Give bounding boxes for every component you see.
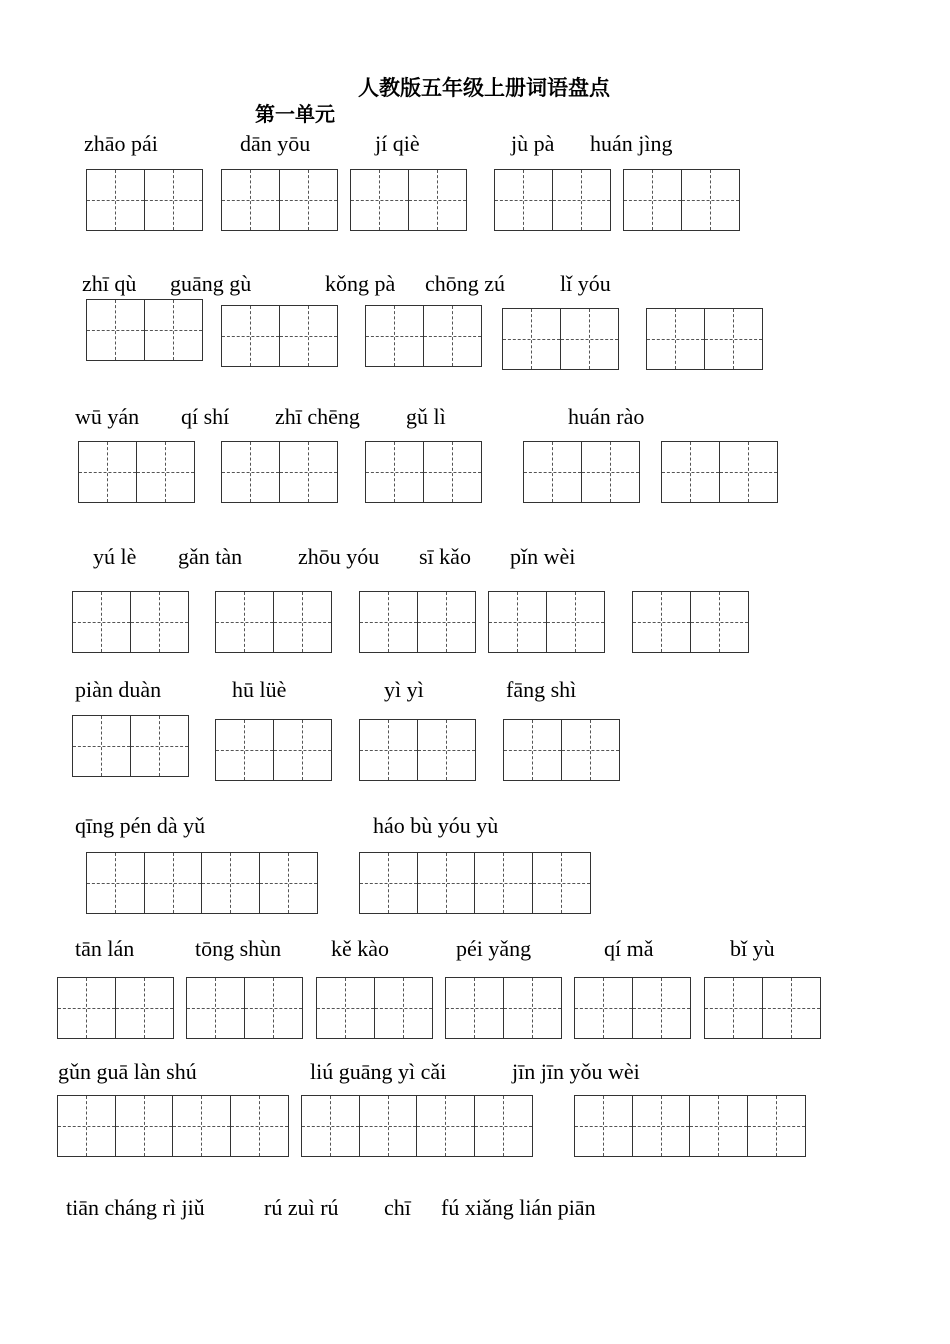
grid-cell[interactable] bbox=[145, 170, 203, 230]
pinyin-label: qí mǎ bbox=[604, 936, 654, 961]
grid-cell[interactable] bbox=[245, 978, 303, 1038]
grid-cell[interactable] bbox=[87, 853, 145, 913]
writing-grid[interactable] bbox=[72, 591, 189, 653]
grid-cell[interactable] bbox=[58, 978, 116, 1038]
pinyin-label: bǐ yù bbox=[730, 936, 775, 961]
grid-cell[interactable] bbox=[73, 716, 131, 776]
writing-grid[interactable] bbox=[221, 305, 338, 367]
grid-cell[interactable] bbox=[351, 170, 409, 230]
grid-cell[interactable] bbox=[360, 853, 418, 913]
grid-cell[interactable] bbox=[424, 442, 482, 502]
grid-cell[interactable] bbox=[489, 592, 547, 652]
grid-cell[interactable] bbox=[360, 592, 418, 652]
grid-cell[interactable] bbox=[116, 978, 174, 1038]
grid-cell[interactable] bbox=[79, 442, 137, 502]
pinyin-label: kě kào bbox=[331, 936, 390, 961]
writing-grid[interactable] bbox=[574, 977, 691, 1039]
pinyin-label: dān yōu bbox=[240, 131, 311, 156]
grid-cell[interactable] bbox=[173, 1096, 231, 1156]
grid-cell[interactable] bbox=[145, 300, 203, 360]
writing-grid[interactable] bbox=[86, 852, 318, 914]
writing-grid[interactable] bbox=[359, 591, 476, 653]
grid-cell[interactable] bbox=[280, 306, 338, 366]
grid-cell[interactable] bbox=[360, 720, 418, 780]
writing-grid[interactable] bbox=[57, 1095, 289, 1157]
grid-cell[interactable] bbox=[216, 720, 274, 780]
grid-cell[interactable] bbox=[231, 1096, 289, 1156]
grid-cell[interactable] bbox=[280, 170, 338, 230]
pinyin-label: kǒng pà bbox=[325, 271, 396, 296]
writing-grid[interactable] bbox=[359, 719, 476, 781]
pinyin-label: piàn duàn bbox=[75, 677, 162, 702]
grid-cell[interactable] bbox=[187, 978, 245, 1038]
grid-cell[interactable] bbox=[495, 170, 553, 230]
pinyin-label: chōng zú bbox=[425, 271, 506, 296]
grid-cell[interactable] bbox=[475, 853, 533, 913]
grid-cell[interactable] bbox=[633, 592, 691, 652]
grid-cell[interactable] bbox=[366, 442, 424, 502]
writing-grid[interactable] bbox=[365, 441, 482, 503]
pinyin-label: gǔn guā làn shú bbox=[58, 1059, 197, 1084]
writing-grid[interactable] bbox=[574, 1095, 806, 1157]
page-title: 人教版五年级上册词语盘点 bbox=[358, 76, 610, 100]
pinyin-label: fāng shì bbox=[506, 677, 577, 702]
grid-cell[interactable] bbox=[317, 978, 375, 1038]
pinyin-label: huán jìng bbox=[590, 131, 673, 156]
pinyin-label: tān lán bbox=[75, 936, 135, 961]
grid-cell[interactable] bbox=[705, 309, 763, 369]
unit-heading: 第一单元 bbox=[255, 104, 335, 126]
pinyin-label: liú guāng yì cǎi bbox=[310, 1059, 447, 1084]
pinyin-label: chī bbox=[384, 1195, 411, 1220]
pinyin-label: jīn jīn yǒu wèi bbox=[512, 1059, 640, 1084]
writing-grid[interactable] bbox=[502, 308, 619, 370]
writing-grid[interactable] bbox=[488, 591, 605, 653]
grid-cell[interactable] bbox=[633, 978, 691, 1038]
grid-cell[interactable] bbox=[682, 170, 740, 230]
grid-cell[interactable] bbox=[562, 720, 620, 780]
grid-cell[interactable] bbox=[690, 1096, 748, 1156]
grid-cell[interactable] bbox=[624, 170, 682, 230]
pinyin-label: fú xiǎng lián piān bbox=[441, 1195, 596, 1220]
writing-grid[interactable] bbox=[365, 305, 482, 367]
pinyin-label: jí qiè bbox=[375, 131, 420, 156]
grid-cell[interactable] bbox=[533, 853, 591, 913]
grid-cell[interactable] bbox=[87, 170, 145, 230]
writing-grid[interactable] bbox=[704, 977, 821, 1039]
writing-grid[interactable] bbox=[316, 977, 433, 1039]
writing-grid[interactable] bbox=[646, 308, 763, 370]
pinyin-label: zhāo pái bbox=[84, 131, 158, 156]
writing-grid[interactable] bbox=[301, 1095, 533, 1157]
grid-cell[interactable] bbox=[561, 309, 619, 369]
pinyin-label: yì yì bbox=[384, 677, 424, 702]
grid-cell[interactable] bbox=[475, 1096, 533, 1156]
writing-grid[interactable] bbox=[215, 719, 332, 781]
grid-cell[interactable] bbox=[366, 306, 424, 366]
grid-cell[interactable] bbox=[748, 1096, 806, 1156]
writing-grid[interactable] bbox=[359, 852, 591, 914]
grid-cell[interactable] bbox=[418, 720, 476, 780]
writing-grid[interactable] bbox=[494, 169, 611, 231]
pinyin-label: zhī qù bbox=[82, 271, 137, 296]
pinyin-label: rú zuì rú bbox=[264, 1195, 339, 1220]
grid-cell[interactable] bbox=[409, 170, 467, 230]
writing-grid[interactable] bbox=[350, 169, 467, 231]
pinyin-label: wū yán bbox=[75, 404, 140, 429]
pinyin-label: qīng pén dà yǔ bbox=[75, 813, 206, 838]
grid-cell[interactable] bbox=[418, 853, 476, 913]
grid-cell[interactable] bbox=[58, 1096, 116, 1156]
grid-cell[interactable] bbox=[720, 442, 778, 502]
writing-grid[interactable] bbox=[215, 591, 332, 653]
pinyin-label: tiān cháng rì jiǔ bbox=[66, 1195, 205, 1220]
grid-cell[interactable] bbox=[360, 1096, 418, 1156]
grid-cell[interactable] bbox=[145, 853, 203, 913]
grid-cell[interactable] bbox=[222, 170, 280, 230]
pinyin-label: guāng gù bbox=[170, 271, 252, 296]
writing-grid[interactable] bbox=[445, 977, 562, 1039]
grid-cell[interactable] bbox=[73, 592, 131, 652]
pinyin-label: qí shí bbox=[181, 404, 230, 429]
grid-cell[interactable] bbox=[418, 592, 476, 652]
pinyin-label: zhōu yóu bbox=[298, 544, 380, 569]
grid-cell[interactable] bbox=[504, 720, 562, 780]
grid-cell[interactable] bbox=[417, 1096, 475, 1156]
pinyin-label: zhī chēng bbox=[275, 404, 360, 429]
writing-grid[interactable] bbox=[661, 441, 778, 503]
grid-cell[interactable] bbox=[131, 716, 189, 776]
grid-cell[interactable] bbox=[202, 853, 260, 913]
writing-grid[interactable] bbox=[86, 299, 203, 361]
pinyin-label: hū lüè bbox=[232, 677, 287, 702]
grid-cell[interactable] bbox=[763, 978, 821, 1038]
pinyin-label: jù pà bbox=[511, 131, 555, 156]
grid-cell[interactable] bbox=[216, 592, 274, 652]
grid-cell[interactable] bbox=[424, 306, 482, 366]
grid-cell[interactable] bbox=[302, 1096, 360, 1156]
writing-grid[interactable] bbox=[186, 977, 303, 1039]
grid-cell[interactable] bbox=[280, 442, 338, 502]
pinyin-label: yú lè bbox=[93, 544, 137, 569]
pinyin-label: sī kǎo bbox=[419, 544, 471, 569]
pinyin-label: huán rào bbox=[568, 404, 645, 429]
grid-cell[interactable] bbox=[131, 592, 189, 652]
grid-cell[interactable] bbox=[222, 306, 280, 366]
grid-cell[interactable] bbox=[116, 1096, 174, 1156]
grid-cell[interactable] bbox=[504, 978, 562, 1038]
grid-cell[interactable] bbox=[222, 442, 280, 502]
writing-grid[interactable] bbox=[221, 441, 338, 503]
pinyin-label: háo bù yóu yù bbox=[373, 813, 499, 838]
writing-grid[interactable] bbox=[503, 719, 620, 781]
grid-cell[interactable] bbox=[582, 442, 640, 502]
grid-cell[interactable] bbox=[553, 170, 611, 230]
grid-cell[interactable] bbox=[87, 300, 145, 360]
writing-grid[interactable] bbox=[623, 169, 740, 231]
writing-grid[interactable] bbox=[221, 169, 338, 231]
grid-cell[interactable] bbox=[446, 978, 504, 1038]
grid-cell[interactable] bbox=[691, 592, 749, 652]
grid-cell[interactable] bbox=[662, 442, 720, 502]
writing-grid[interactable] bbox=[72, 715, 189, 777]
grid-cell[interactable] bbox=[503, 309, 561, 369]
grid-cell[interactable] bbox=[375, 978, 433, 1038]
pinyin-label: péi yǎng bbox=[456, 936, 532, 961]
grid-cell[interactable] bbox=[137, 442, 195, 502]
grid-cell[interactable] bbox=[647, 309, 705, 369]
pinyin-label: pǐn wèi bbox=[510, 544, 576, 569]
pinyin-label: gǔ lì bbox=[406, 404, 446, 429]
pinyin-label: tōng shùn bbox=[195, 936, 282, 961]
grid-cell[interactable] bbox=[575, 1096, 633, 1156]
grid-cell[interactable] bbox=[260, 853, 318, 913]
writing-grid[interactable] bbox=[86, 169, 203, 231]
grid-cell[interactable] bbox=[274, 720, 332, 780]
writing-grid[interactable] bbox=[57, 977, 174, 1039]
grid-cell[interactable] bbox=[547, 592, 605, 652]
pinyin-label: lǐ yóu bbox=[560, 271, 611, 296]
pinyin-label: gǎn tàn bbox=[178, 544, 243, 569]
grid-cell[interactable] bbox=[705, 978, 763, 1038]
grid-cell[interactable] bbox=[274, 592, 332, 652]
grid-cell[interactable] bbox=[524, 442, 582, 502]
writing-grid[interactable] bbox=[523, 441, 640, 503]
writing-grid[interactable] bbox=[78, 441, 195, 503]
grid-cell[interactable] bbox=[575, 978, 633, 1038]
writing-grid[interactable] bbox=[632, 591, 749, 653]
grid-cell[interactable] bbox=[633, 1096, 691, 1156]
